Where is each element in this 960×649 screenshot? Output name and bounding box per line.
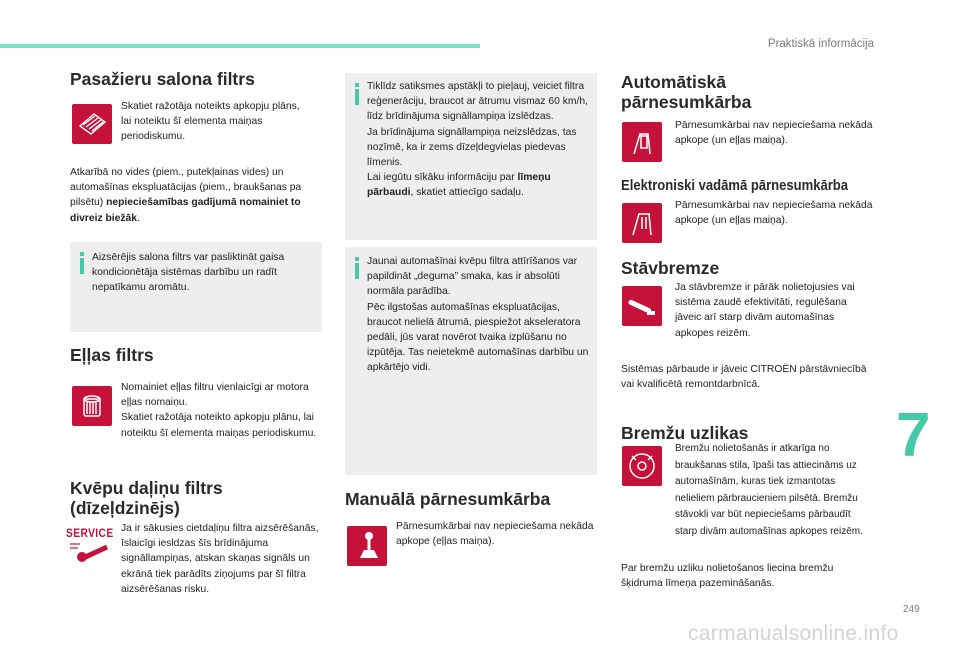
new-car-info-text: Jaunai automašīnai kvēpu filtra attīrīšanos var papildināt „deguma” smaka, kas ir absolūti normāla parādība. Pēc ilgstošas automašīnas ekspluatācijas, braucot nelielā ātrumā, piespiežot akseleratora pedāli, jūs varat novērot tvaika izplūšanu no izpūtēja. Tas neietekmē automašīnas darbību un apkārtējo vidi. [367, 256, 589, 374]
new-car-info-box [345, 247, 597, 475]
parking-brake-title: Stāvbremze [621, 258, 720, 278]
auto-gearbox-title: Automātiskā pārnesumkārba [621, 72, 752, 113]
service-wrench-icon [66, 526, 116, 564]
service-label: SERVICE [66, 526, 114, 540]
brake-disc-icon [622, 446, 662, 486]
regeneration-info-box [345, 73, 597, 240]
cabin-filter-icon [72, 104, 112, 144]
regeneration-info-text: Tiklīdz satiksmes apstākļi to pieļauj, veiciet filtra reģenerāciju, braucot ar ātrumu vismaz 60 km/h, līdz brīdinājuma signāllampiņa izslēdzas. Ja brīdinājuma signāllampiņa neizslēdzas, tas nozīmē, ka ir zems dīzeļdegvielas piedevas līmenis. Lai iegūtu sīkāku informāciju par līmeņu pārbaudi, skatiet attiecīgo sadaļu. [367, 81, 588, 199]
cabin-filter-body: Atkarībā no vides (piem., putekļainas vides) un automašīnas ekspluatācijas (piem., braukšanas pa pilsētu) nepieciešamības gadījumā nomainiet to divreiz biežāk. [70, 167, 302, 224]
header-accent-bar [0, 44, 480, 48]
parking-brake-note: Sistēmas pārbaude ir jāveic CITROËN pārstāvniecībā vai kvalificētā remontdarbnīcā. [621, 364, 867, 391]
cabin-filter-info-text: Aizsērējis salona filtrs var pasliktināt gaisa kondicionētāja sistēmas darbību un radīt nepatīkamu aromātu. [92, 252, 285, 294]
info-icon [353, 257, 361, 279]
watermark: carmanualsonline.info [688, 622, 899, 645]
cabin-filter-title: Pasažieru salona filtrs [70, 69, 255, 89]
oil-filter-text: Nomainiet eļļas filtru vienlaicīgi ar motora eļļas nomaiņu. Skatiet ražotāja noteikto apkopju plānu, lai noteiktu šī elementa maiņas periodiskumu. [121, 382, 317, 439]
manual-gearbox-title: Manuālā pārnesumkārba [345, 489, 551, 509]
cabin-filter-icon-text: Skatiet ražotāja noteikts apkopju plāns, lai noteiktu šī elementa maiņas periodiskumu. [121, 101, 300, 143]
parking-brake-icon [622, 286, 662, 326]
electronic-gearbox-text: Pārnesumkārbai nav nepieciešama nekāda apkope (un eļļas maiņa). [675, 200, 873, 227]
gear-lever-icon [347, 526, 387, 566]
info-icon [353, 83, 361, 105]
automatic-gearbox-icon [622, 122, 662, 162]
particle-filter-text: Ja ir sākusies cietdaļiņu filtra aizsērēšanās, īslaicīgi iesldzas šīs brīdinājuma signāllampiņas, atskan skaņas signāls un ekrānā tiek parādīts ziņojums par šī filtra aizsērēšanas risku. [121, 523, 319, 595]
cabin-filter-info-box [70, 242, 322, 332]
auto-gearbox-text: Pārnesumkārbai nav nepieciešama nekāda apkope (un eļļas maiņa). [675, 120, 873, 147]
info-icon [78, 252, 86, 274]
oil-filter-icon [72, 386, 112, 426]
electronic-gearbox-title: Elektroniski vadāmā pārnesumkārba [621, 178, 849, 194]
header-title: Praktiskā informācija [767, 38, 874, 50]
oil-filter-title: Eļļas filtrs [70, 345, 154, 365]
brake-pads-text: Bremžu nolietošanās ir atkarīga no braukšanas stila, īpaši tas attiecināms uz automašīnām, kuras tiek izmantotas nelieliem pārbraucieniem pilsētā. Bremžu stāvokli var būt nepieciešams pārbaudīt starp divām automašīnas apkopes reizēm. [675, 443, 863, 537]
manual-gearbox-text: Pārnesumkārbai nav nepieciešama nekāda apkope (eļļas maiņa). [396, 521, 594, 548]
section-number: 7 [896, 401, 931, 470]
brake-pads-note: Par bremžu uzliku nolietošanos liecina bremžu šķidruma līmeņa pazemināšanās. [621, 563, 834, 590]
particle-filter-title: Kvēpu daļiņu filtrs (dīzeļdzinējs) [70, 478, 223, 519]
parking-brake-text: Ja stāvbremze ir pārāk nolietojusies vai sistēma zaudē efektivitāti, regulēšana jāveic arī starp divām automašīnas apkopes reizēm. [675, 282, 855, 339]
page-number: 249 [903, 604, 920, 615]
brake-pads-title: Bremžu uzlikas [621, 423, 749, 443]
electronic-gearbox-icon [622, 203, 662, 243]
